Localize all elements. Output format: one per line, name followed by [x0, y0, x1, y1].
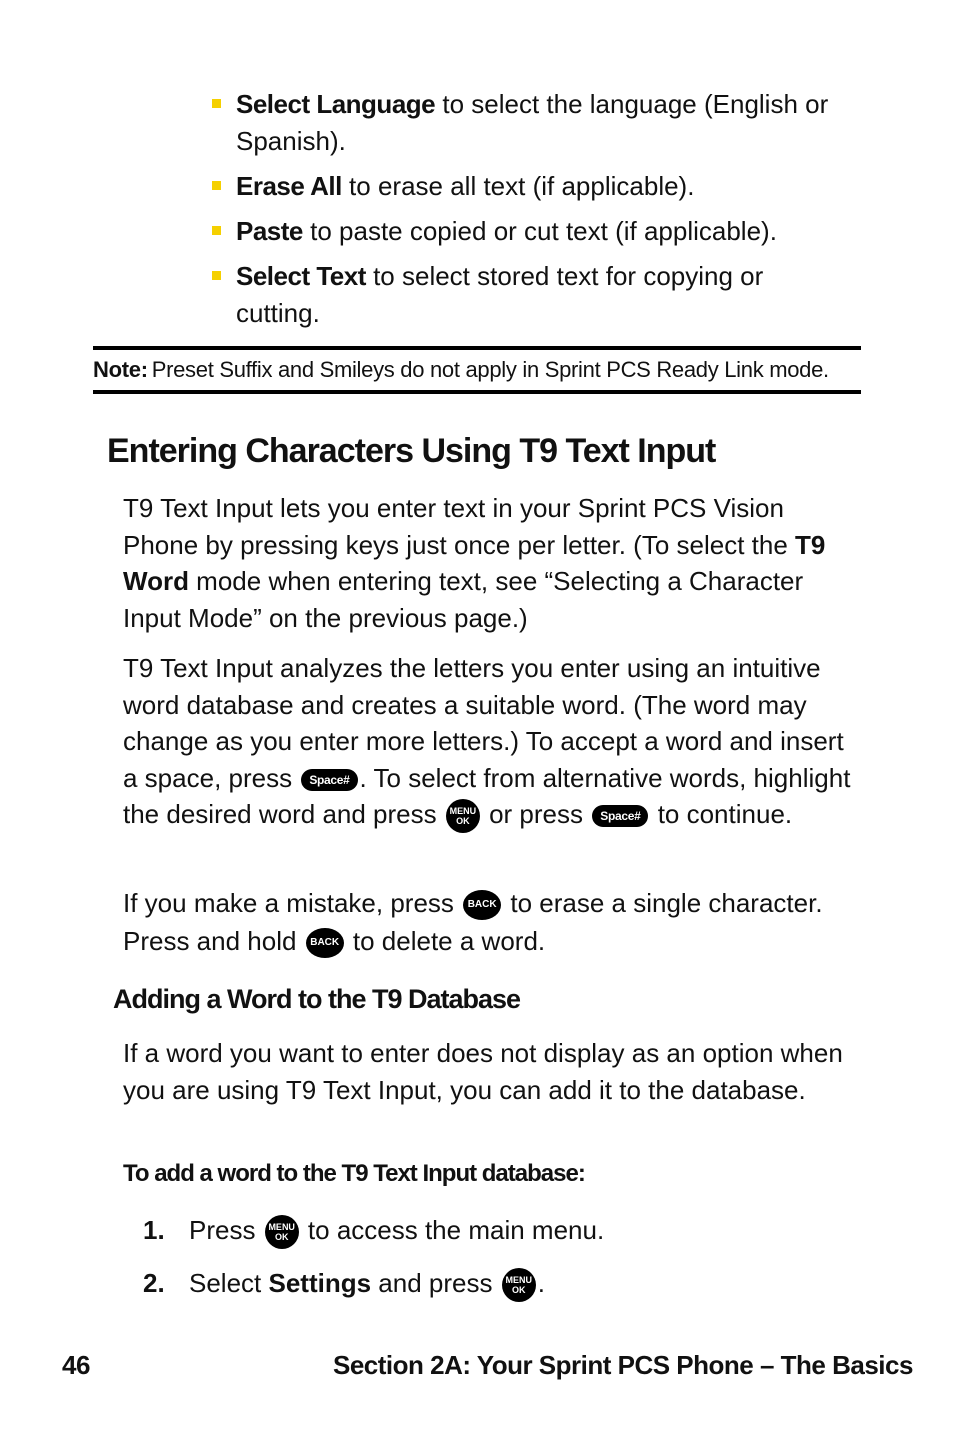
list-item: Erase All to erase all text (if applicable).	[212, 168, 852, 205]
option-list	[212, 86, 852, 340]
note-label: Note:	[93, 357, 148, 382]
menu-ok-key-icon: MENU OK	[446, 799, 480, 833]
list-item: Paste to paste copied or cut text (if applicable).	[212, 213, 852, 250]
space-key-icon: Space#	[592, 805, 648, 827]
step-2: 2. Select Settings and press MENU OK .	[143, 1265, 545, 1302]
note-box	[93, 346, 861, 394]
list-item: Select Text to select stored text for copying or cutting.	[212, 258, 852, 332]
procedure-title: To add a word to the T9 Text Input database:	[123, 1160, 585, 1187]
back-key-icon: BACK	[306, 928, 344, 958]
menu-ok-key-icon: MENU OK	[265, 1215, 299, 1249]
section-heading: Entering Characters Using T9 Text Input	[107, 432, 716, 470]
step-1: 1. Press MENU OK to access the main menu.	[143, 1212, 604, 1249]
bullet-square-icon	[212, 181, 221, 190]
menu-ok-key-icon: MENU OK	[502, 1268, 536, 1302]
bullet-square-icon	[212, 226, 221, 235]
paragraph-analyze: T9 Text Input analyzes the letters you enter using an intuitive word database and creates a suitable word. (The word may change as you enter more letters.) To accept a word and insert a space, press Space# . To select from alternative words, highlight the desired word and press MENU OK or press Space# to continue.	[123, 650, 863, 833]
paragraph-intro: T9 Text Input lets you enter text in your Sprint PCS Vision Phone by pressing keys just once per letter. (To select the T9 Word mode when entering text, see “Selecting a Character Input Mode” on the previous page.)	[123, 493, 826, 633]
bullet-square-icon	[212, 99, 221, 108]
list-item: Select Language to select the language (English or Spanish).	[212, 86, 852, 160]
note-text: Preset Suffix and Smileys do not apply in Sprint PCS Ready Link mode.	[151, 357, 829, 382]
subsection-heading: Adding a Word to the T9 Database	[113, 984, 521, 1014]
back-key-icon: BACK	[463, 890, 501, 920]
paragraph-database: If a word you want to enter does not display as an option when you are using T9 Text Input, you can add it to the database.	[123, 1038, 843, 1105]
page-number: 46	[62, 1350, 90, 1380]
space-key-icon: Space#	[301, 769, 357, 791]
section-footer: Section 2A: Your Sprint PCS Phone – The Basics	[333, 1350, 913, 1380]
paragraph-mistake: If you make a mistake, press BACK to erase a single character. Press and hold BACK to delete a word.	[123, 884, 863, 960]
bullet-square-icon	[212, 271, 221, 280]
